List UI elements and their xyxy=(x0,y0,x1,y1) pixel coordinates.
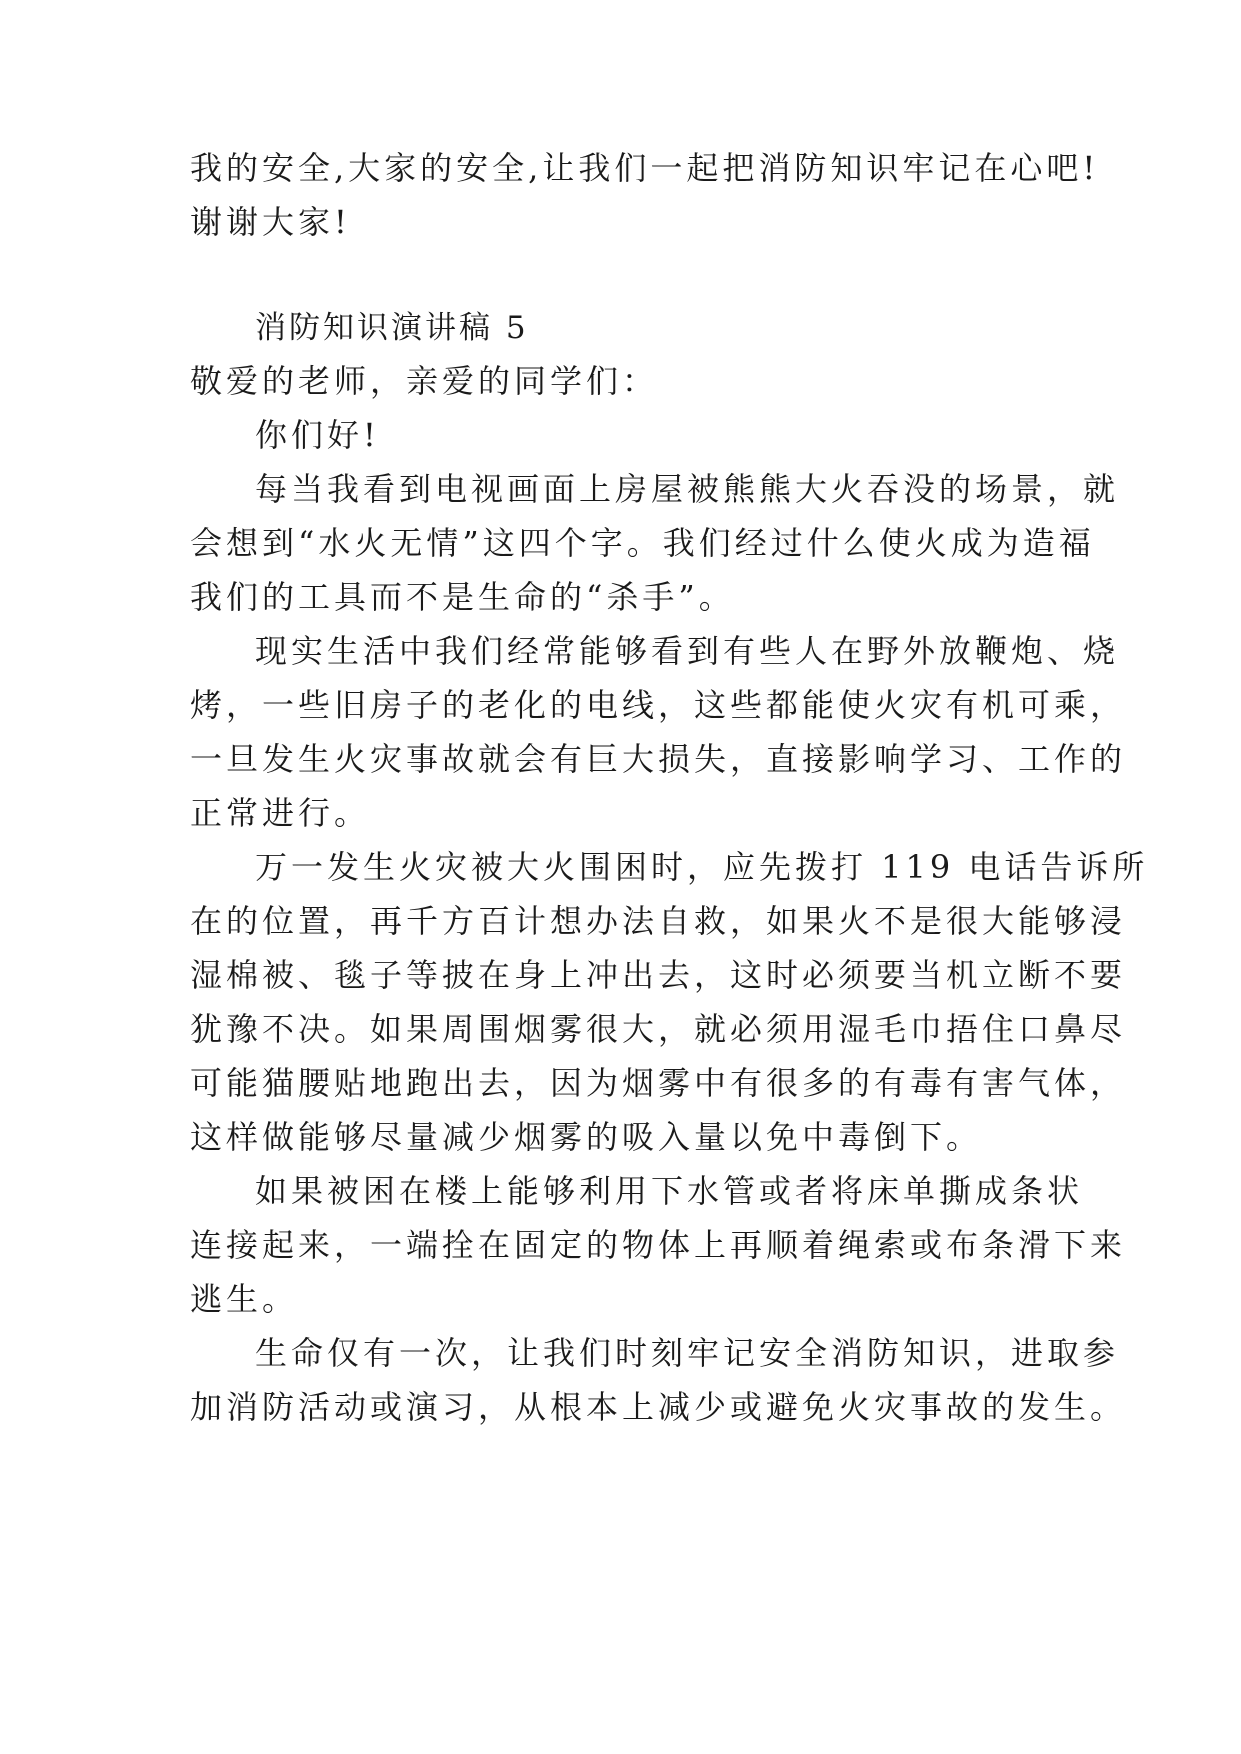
paragraph-4-line-1: 如果被困在楼上能够利用下水管或者将床单撕成条状 xyxy=(255,1172,1084,1210)
paragraph-2-line-4: 正常进行。 xyxy=(190,794,371,832)
paragraph-3-line-5: 可能猫腰贴地跑出去，因为烟雾中有很多的有毒有害气体， xyxy=(190,1064,1127,1102)
paragraph-5-line-2: 加消防活动或演习，从根本上减少或避免火灾事故的发生。 xyxy=(190,1388,1127,1426)
paragraph-5-line-1: 生命仅有一次，让我们时刻牢记安全消防知识，进取参 xyxy=(255,1334,1120,1372)
paragraph-2-line-1: 现实生活中我们经常能够看到有些人在野外放鞭炮、烧 xyxy=(255,632,1120,670)
paragraph-3-line-2: 在的位置，再千方百计想办法自救，如果火不是很大能够浸 xyxy=(190,902,1127,940)
prev-section-line-2: 谢谢大家! xyxy=(190,203,351,241)
paragraph-3-line-3: 湿棉被、毯子等披在身上冲出去，这时必须要当机立断不要 xyxy=(190,956,1127,994)
greeting: 你们好! xyxy=(255,416,380,454)
paragraph-4-line-2: 连接起来，一端拴在固定的物体上再顺着绳索或布条滑下来 xyxy=(190,1226,1127,1264)
paragraph-1-line-3: 我们的工具而不是生命的“杀手”。 xyxy=(190,578,735,616)
paragraph-1-line-1: 每当我看到电视画面上房屋被熊熊大火吞没的场景，就 xyxy=(255,470,1120,508)
paragraph-3-line-6: 这样做能够尽量减少烟雾的吸入量以免中毒倒下。 xyxy=(190,1118,983,1156)
paragraph-3-line-4: 犹豫不决。如果周围烟雾很大，就必须用湿毛巾捂住口鼻尽 xyxy=(190,1010,1127,1048)
section-title: 消防知识演讲稿 5 xyxy=(255,310,529,346)
paragraph-2-line-2: 烤，一些旧房子的老化的电线，这些都能使火灾有机可乘， xyxy=(190,686,1127,724)
paragraph-3-line-1: 万一发生火灾被大火围困时，应先拨打 119 电话告诉所 xyxy=(255,848,1149,886)
salutation: 敬爱的老师，亲爱的同学们： xyxy=(190,362,659,400)
paragraph-4-line-3: 逃生。 xyxy=(190,1280,299,1318)
prev-section-line-1: 我的安全,大家的安全,让我们一起把消防知识牢记在心吧! xyxy=(190,149,1100,187)
paragraph-2-line-3: 一旦发生火灾事故就会有巨大损失，直接影响学习、工作的 xyxy=(190,740,1127,778)
paragraph-1-line-2: 会想到“水火无情”这四个字。我们经过什么使火成为造福 xyxy=(190,524,1095,562)
